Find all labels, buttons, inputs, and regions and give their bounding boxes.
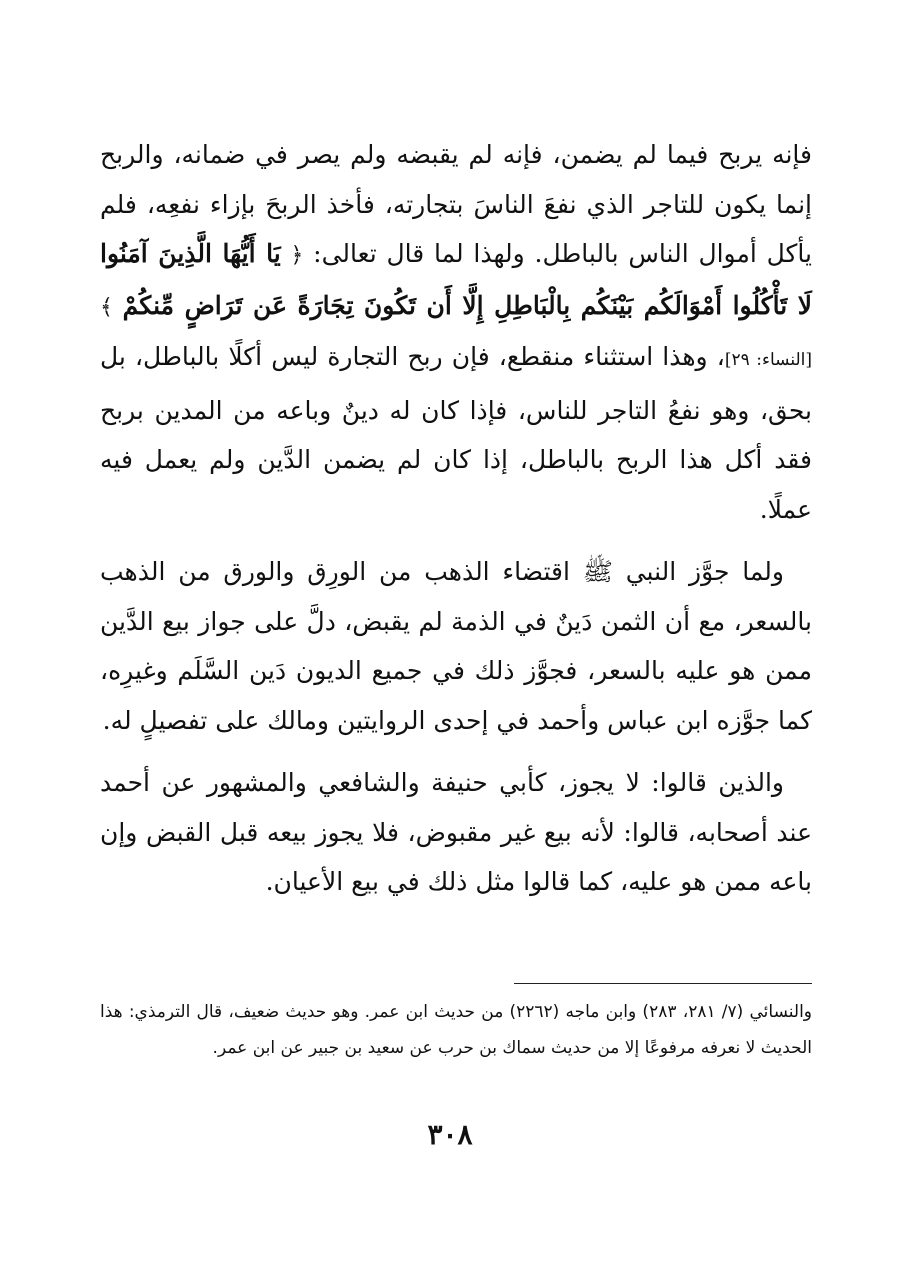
quran-brace-open: ﴿	[290, 243, 304, 268]
paragraph-3: والذين قالوا: لا يجوز، كأبي حنيفة والشافعي والمشهور عن أحمد عند أصحابه، قالوا: لأنه بيع غير مقبوض، فلا يجوز بيعه قبل القبض وإن باعه ممن هو عليه، كما قالوا مثل ذلك في بيع الأعيان.	[100, 768, 812, 896]
paragraph-1-text-after: ، وهذا استثناء منقطع، فإن ربح التجارة ليس أكلًا بالباطل، بل بحق، وهو نفعُ التاجر للناس، فإذا كان له دينٌ وباعه من المدين بربح فقد أكل هذا الربح بالباطل، إذا كان لم يضمن الدَّين ولم يعمل فيه عملًا.	[100, 342, 812, 524]
quran-verse: يَا أَيُّهَا الَّذِينَ آمَنُوا لَا تَأْكُلُوا أَمْوَالَكُم بَيْنَكُم بِالْبَاطِلِ إِلَّا أَن تَكُونَ تِجَارَةً عَن تَرَاضٍ مِّنكُمْ	[100, 239, 812, 320]
footnote-separator	[514, 983, 812, 984]
main-text	[100, 130, 812, 920]
verse-reference: [النساء: ٢٩]	[724, 350, 813, 370]
page-number: ٣٠٨	[427, 1118, 473, 1151]
footnote: والنسائي (٧/ ٢٨١، ٢٨٣) وابن ماجه (٢٢٦٢) من حديث ابن عمر. وهو حديث ضعيف، قال الترمذي: هذا الحديث لا نعرفه مرفوعًا إلا من حديث سماك بن حرب عن سعيد بن جبير عن ابن عمر.	[100, 1002, 812, 1058]
paragraph-1-text-before: فإنه يربح فيما لم يضمن، فإنه لم يقبضه ولم يصر في ضمانه، والربح إنما يكون للتاجر الذي نفعَ الناسَ بتجارته، فأخذ الربحَ بإزاء نفعِه، فلم يأكل أموال الناس بالباطل. ولهذا لما قال تعالى:	[100, 140, 813, 268]
quran-brace-close: ﴾	[100, 294, 113, 320]
paragraph-1	[100, 130, 812, 534]
paragraph-2: ولما جوَّز النبي ﷺ اقتضاء الذهب من الورِق والورق من الذهب بالسعر، مع أن الثمن دَينٌ في الذمة لم يقبض، دلَّ على جواز بيع الدَّين ممن هو عليه بالسعر، فجوَّز ذلك في جميع الديون دَين السَّلَم وغيرِه، كما جوَّزه ابن عباس وأحمد في إحدى الروايتين ومالك على تفصيلٍ له.	[100, 557, 812, 735]
